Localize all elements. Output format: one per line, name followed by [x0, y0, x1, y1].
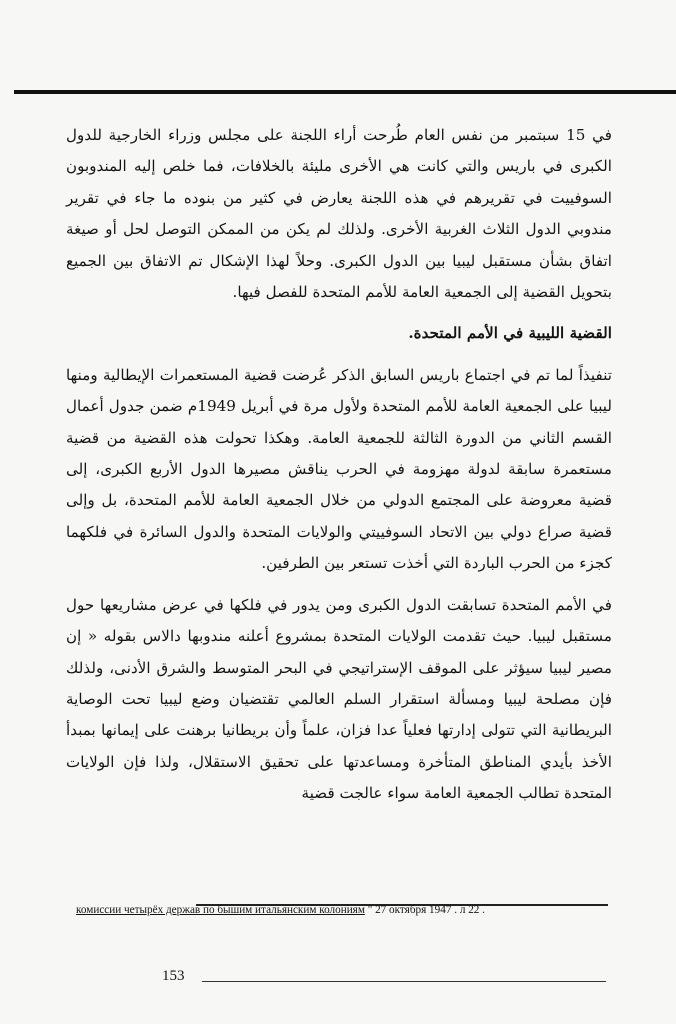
body-text	[66, 120, 612, 810]
p3-line-1: في الأمم المتحدة تسابقت الدول الكبرى ومن يدور في فلكها في عرض مشاريعها	[99, 595, 613, 614]
p2-line-2: ومنها ليبيا على الجمعية العامة للأمم المتحدة ولأول مرة في أبريل 1949م ضمن	[66, 365, 613, 416]
p3-line-3: بقوله « إن مصير ليبيا سيؤثر على الموقف الإستراتيجي في البحر المتوسط والشرق	[66, 627, 612, 677]
p2-line-4: القضية من قضية مستعمرة سابقة لدولة مهزومة في الحرب يناقش مصيرها الدول	[66, 428, 613, 479]
paragraph-1	[66, 120, 612, 308]
p2-line-1: تنفيذاً لما تم في اجتماع باريس السابق الذكر عُرضت قضية المستعمرات الإيطالية	[102, 365, 612, 384]
spacer	[66, 350, 612, 360]
page-number: 153	[162, 968, 185, 984]
spacer	[66, 580, 612, 590]
p2-line-5: الأربع الكبرى، إلى قضية معروضة على المجتمع الدولي من خلال الجمعية العامة	[66, 460, 612, 510]
p1-line-4: في تقرير مندوبي الدول الثلاث الغربية الأخرى. ولذلك لم يكن من الممكن التوصل	[66, 188, 612, 239]
p2-line-7: والدول السائرة في فلكهما كجزء من الحرب الباردة التي أخذت تستعر بين الطرفين.	[66, 522, 612, 573]
p3-line-5: تحت الوصاية البريطانية التي تتولى إدارتها فعلياً عدا فزان، علماً وأن بريطانيا	[66, 689, 612, 740]
header-rule	[14, 90, 676, 94]
p1-line-2: للدول الكبرى في باريس والتي كانت هي الأخرى مليئة بالخلافات، فما خلص إليه	[66, 126, 613, 176]
p1-line-3: المندوبون السوفييت في تقريرهم في هذه اللجنة يعارض في كثير من بنوده ما جاء	[66, 157, 612, 207]
paragraph-2	[66, 360, 612, 580]
p1-line-6: الاتفاق بين الجميع بتحويل القضية إلى الجمعية العامة للأمم المتحدة للفصل فيها.	[66, 251, 612, 302]
footnote	[76, 904, 616, 916]
footer-rule	[202, 981, 606, 982]
p3-line-2: حول مستقبل ليبيا. حيث تقدمت الولايات المتحدة بمشروع أعلنه مندوبها دالاس	[66, 595, 612, 646]
spacer	[66, 308, 612, 318]
p3-line-6: برهنت على إيمانها بمبدأ الأخذ بأيدي المناطق المتأخرة ومساعدتها على تحقيق	[66, 721, 612, 771]
p3-line-7: الاستقلال، ولذا فإن الولايات المتحدة تطالب الجمعية العامة سواء عالجت قضية	[66, 752, 612, 803]
p3-line-4: الأدنى، ولذلك فإن مصلحة ليبيا ومسألة استقرار السلم العالمي تقتضيان وضع ليبيا	[66, 658, 613, 708]
p2-line-3: جدول أعمال القسم الثاني من الدورة الثالثة للجمعية العامة. وهكذا تحولت هذه	[66, 397, 613, 447]
paragraph-3	[66, 590, 612, 810]
p1-line-5: لحل أو صيغة اتفاق بشأن مستقبل ليبيا بين الدول الكبرى. وحلاً لهذا الإشكال تم	[66, 220, 613, 270]
footnote-source-date: " 27 октября 1947 . л 22 .	[364, 904, 485, 916]
p2-line-6: للأمم المتحدة، بل وإلى قضية صراع دولي بين الاتحاد السوفييتي والولايات المتحدة	[66, 491, 612, 541]
footnote-source-title: комиссии четырёх держав по бышим итальянским колониям	[76, 904, 365, 916]
section-heading: القضية الليبية في الأمم المتحدة.	[408, 324, 612, 343]
p1-line-1: في 15 سبتمبر من نفس العام طُرحت أراء اللجنة على مجلس وزراء الخارجية	[108, 126, 613, 144]
